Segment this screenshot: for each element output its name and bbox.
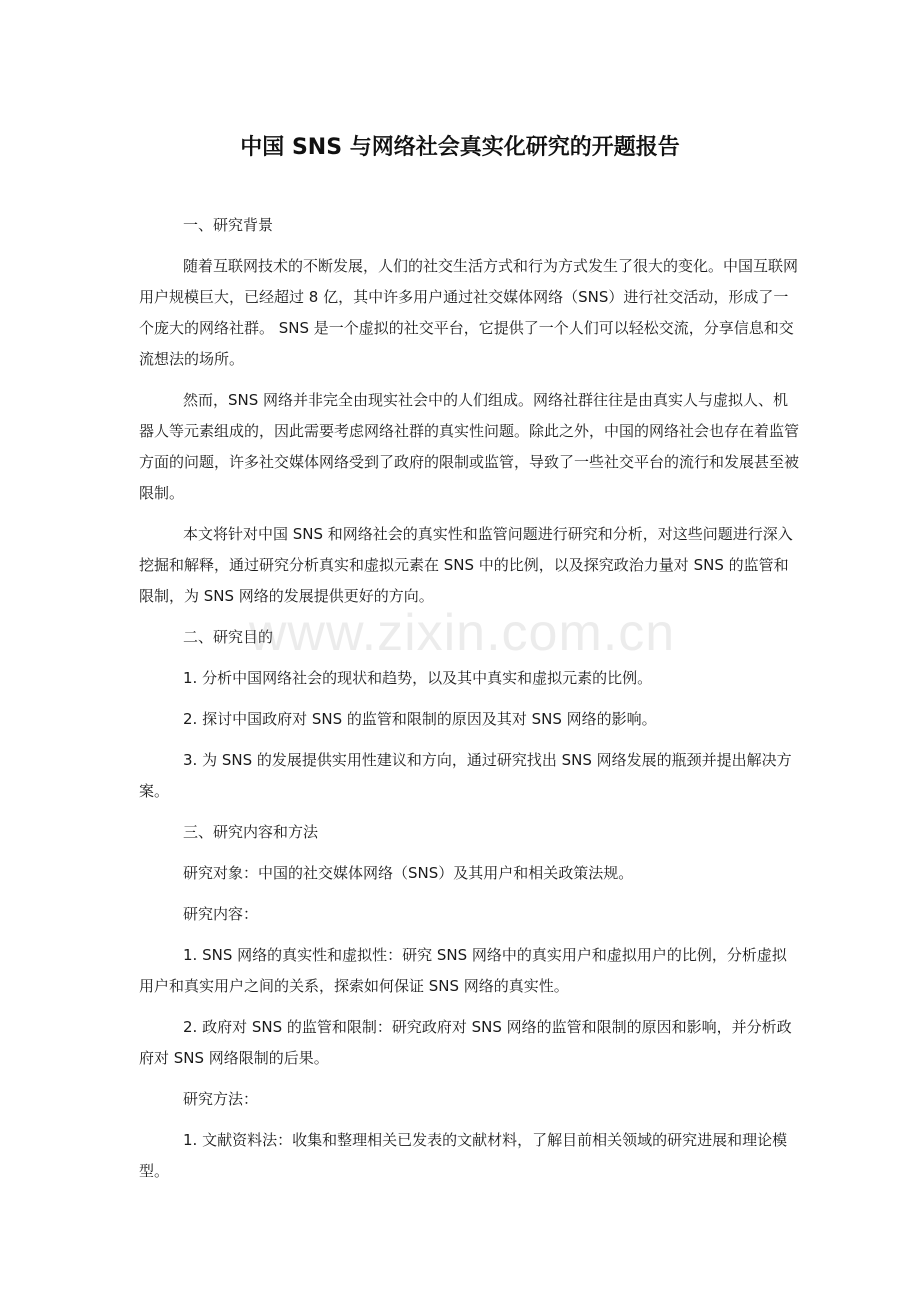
content-item-2: 2. 政府对 SNS 的监管和限制：研究政府对 SNS 网络的监管和限制的原因和影响，并分析政府对 SNS 网络限制的后果。 bbox=[139, 1018, 792, 1067]
content-item-1: 1. SNS 网络的真实性和虚拟性：研究 SNS 网络中的真实用户和虚拟用户的比例，分析虚拟用户和真实用户之间的关系，探索如何保证 SNS 网络的真实性。 bbox=[139, 946, 787, 995]
watermark: www.zixin.com.cn bbox=[248, 604, 676, 662]
purpose-item-1: 1. 分析中国网络社会的现状和趋势，以及其中真实和虚拟元素的比例。 bbox=[183, 669, 653, 687]
paragraph-background-3: 本文将针对中国 SNS 和网络社会的真实性和监管问题进行研究和分析，对这些问题进行深入挖掘和解释，通过研究分析真实和虚拟元素在 SNS 中的比例，以及探究政治力量对 SNS 的监管和限制，为 SNS 网络的发展提供更好的方向。 bbox=[139, 525, 793, 605]
research-method-label: 研究方法： bbox=[183, 1090, 259, 1108]
document-title: 中国 SNS 与网络社会真实化研究的开题报告 bbox=[240, 135, 680, 160]
purpose-item-2: 2. 探讨中国政府对 SNS 的监管和限制的原因及其对 SNS 网络的影响。 bbox=[183, 710, 657, 728]
purpose-item-3: 3. 为 SNS 的发展提供实用性建议和方向，通过研究找出 SNS 网络发展的瓶颈并提出解决方案。 bbox=[139, 751, 792, 800]
paragraph-background-2: 然而，SNS 网络并非完全由现实社会中的人们组成。网络社群往往是由真实人与虚拟人、机器人等元素组成的，因此需要考虑网络社群的真实性问题。除此之外，中国的网络社会也存在着监管方面的问题，许多社交媒体网络受到了政府的限制或监管，导致了一些社交平台的流行和发展甚至被限制。 bbox=[139, 391, 800, 502]
section-heading-content-method: 三、研究内容和方法 bbox=[183, 823, 319, 841]
section-heading-purpose: 二、研究目的 bbox=[183, 628, 274, 646]
document-body bbox=[139, 210, 799, 1197]
research-content-label: 研究内容： bbox=[183, 905, 259, 923]
paragraph-background-1: 随着互联网技术的不断发展，人们的社交生活方式和行为方式发生了很大的变化。中国互联网用户规模巨大，已经超过 8 亿，其中许多用户通过社交媒体网络（SNS）进行社交活动，形成了一个庞大的网络社群。 SNS 是一个虚拟的社交平台，它提供了一个人们可以轻松交流，分享信息和交流想法的场所。 bbox=[139, 257, 799, 368]
research-object: 研究对象：中国的社交媒体网络（SNS）及其用户和相关政策法规。 bbox=[183, 864, 634, 882]
section-heading-background: 一、研究背景 bbox=[183, 216, 274, 234]
method-item-1: 1. 文献资料法：收集和整理相关已发表的文献材料，了解目前相关领域的研究进展和理论模型。 bbox=[139, 1131, 788, 1180]
